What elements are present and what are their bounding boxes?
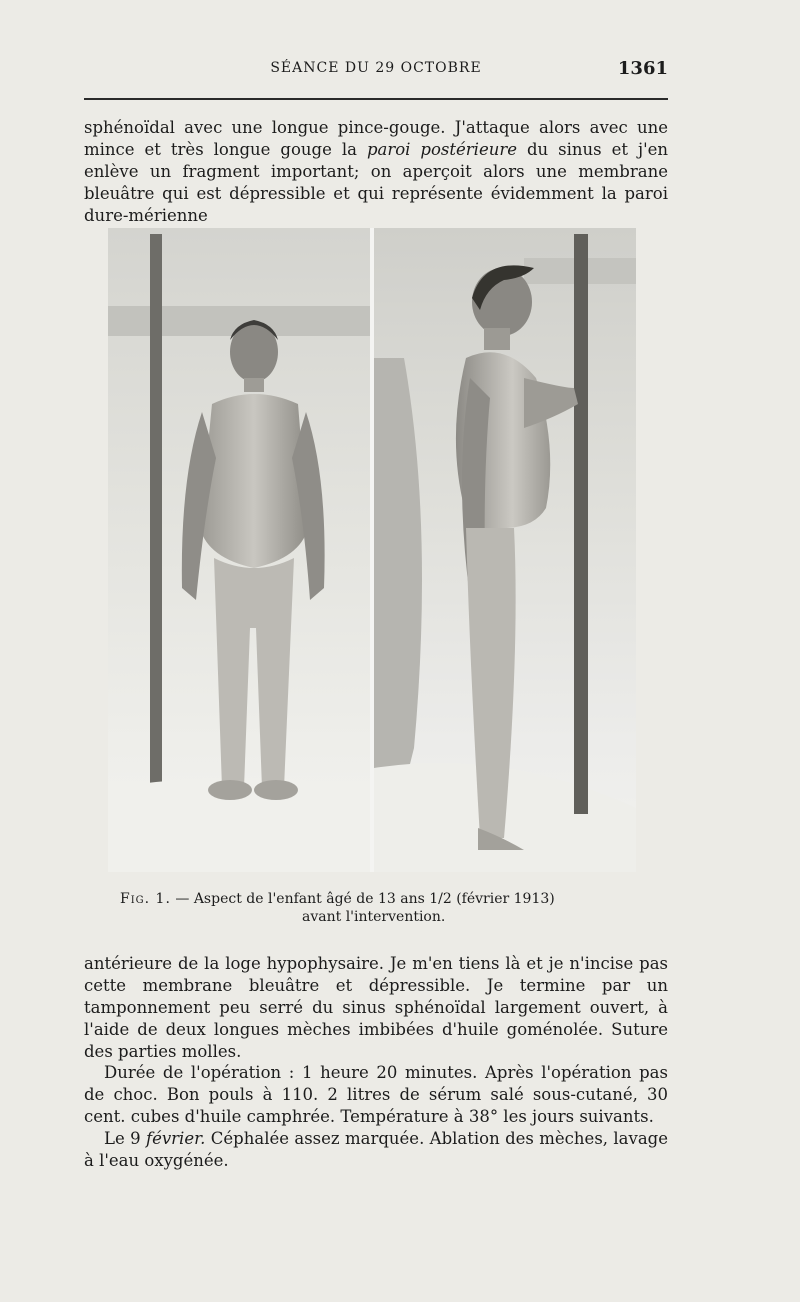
page-number: 1361 (617, 58, 668, 79)
side-view-figure (374, 228, 636, 872)
page-header (84, 60, 668, 84)
paragraph-1-italic: paroi postérieure (366, 140, 517, 159)
paragraph-4-text-b: Céphalée assez marquée. Ablation des mèches, lavage à l'eau oxygénée. (84, 1129, 668, 1170)
header-rule (84, 98, 668, 100)
caption-line-2: avant l'intervention. (302, 909, 446, 925)
figure-label: Fig. 1. (120, 891, 171, 907)
measuring-pole (574, 234, 588, 814)
paragraph-2: antérieure de la loge hypophysaire. Je m'en tiens là et je n'incise pas cette membrane bleuâtre et dépressible. Je termine par un tamponnement peu serré du sinus sphénoïdal largement ouvert, à l'aide de deux longues mèches imbibées d'huile goménolée. Suture des parties molles. (84, 954, 668, 1061)
paragraph-1 (84, 117, 668, 227)
measuring-pole (150, 234, 162, 784)
paragraph-4-text-a: Le 9 (104, 1129, 146, 1148)
boy-side (456, 265, 578, 850)
shadow-on-wall (374, 358, 422, 788)
paragraph-4-italic: février. (145, 1129, 206, 1148)
running-title: SÉANCE DU 29 OCTOBRE (270, 60, 482, 76)
boy-front (182, 320, 325, 800)
front-view-figure (108, 228, 370, 872)
paragraph-4 (84, 1128, 668, 1172)
caption-line-1: — Aspect de l'enfant âgé de 13 ans 1/2 (février 1913) (175, 891, 555, 907)
paragraph-1-text-a: sphénoïdal avec une longue pince-gouge. J'attaque alors avec une mince et très longue gouge la (84, 118, 668, 159)
figure-photograph (108, 228, 636, 872)
photo-front-view (108, 228, 370, 872)
paragraph-3: Durée de l'opération : 1 heure 20 minutes. Après l'opération pas de choc. Bon pouls à 110. 2 litres de sérum salé sous-cutané, 30 cent. cubes d'huile camphrée. Température à 38° les jours suivants. (84, 1063, 668, 1126)
paragraph-1-text-b: du sinus et j'en enlève un fragment important; on aperçoit alors une membrane bleuâtre qui est dépressible et qui représente évidemment la paroi dure-mérienne (84, 140, 668, 225)
figure-caption (120, 890, 640, 926)
photo-side-view (374, 228, 636, 872)
